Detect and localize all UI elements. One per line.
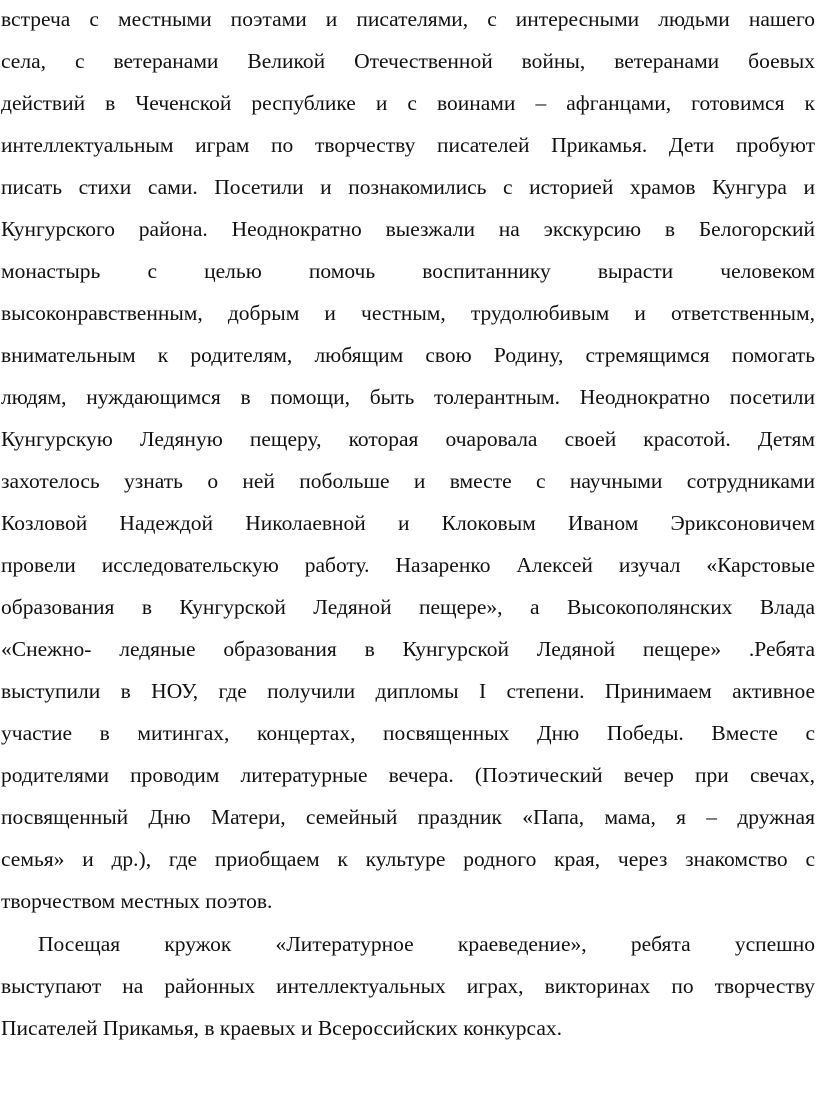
text-line: встреча с местными поэтами и писателями, с интересными людьми нашего bbox=[1, 7, 815, 31]
text-line: Козловой Надеждой Николаевной и Клоковым Иваном Эриксоновичем bbox=[1, 511, 815, 535]
text-line: участие в митингах, концертах, посвященных Дню Победы. Вместе с bbox=[1, 721, 815, 745]
text-line: внимательным к родителям, любящим свою Родину, стремящимся помогать bbox=[1, 343, 815, 367]
text-line: посвященный Дню Матери, семейный праздник «Папа, мама, я – дружная bbox=[1, 805, 815, 829]
text-line: «Снежно- ледяные образования в Кунгурской Ледяной пещере» .Ребята bbox=[1, 637, 815, 661]
text-line: захотелось узнать о ней побольше и вместе с научными сотрудниками bbox=[1, 469, 815, 493]
text-line: Кунгурского района. Неоднократно выезжали на экскурсию в Белогорский bbox=[1, 217, 815, 241]
text-line: выступили в НОУ, где получили дипломы I степени. Принимаем активное bbox=[1, 679, 815, 703]
text-line: высоконравственным, добрым и честным, трудолюбивым и ответственным, bbox=[1, 301, 815, 325]
text-line: творчеством местных поэтов. bbox=[1, 889, 273, 913]
text-line: монастырь с целью помочь воспитаннику вырасти человеком bbox=[1, 259, 815, 283]
text-line: провели исследовательскую работу. Назаренко Алексей изучал «Карстовые bbox=[1, 553, 815, 577]
text-line: действий в Чеченской республике и с воинами – афганцами, готовимся к bbox=[1, 91, 815, 115]
text-line: интеллектуальным играм по творчеству писателей Прикамья. Дети пробуют bbox=[1, 133, 815, 157]
text-line: Посещая кружок «Литературное краеведение», ребята успешно bbox=[38, 932, 815, 956]
text-line: выступают на районных интеллектуальных играх, викторинах по творчеству bbox=[1, 974, 815, 998]
text-line: семья» и др.), где приобщаем к культуре родного края, через знакомство с bbox=[1, 847, 815, 871]
text-line: Писателей Прикамья, в краевых и Всероссийских конкурсах. bbox=[1, 1016, 562, 1040]
text-line: писать стихи сами. Посетили и познакомились с историей храмов Кунгура и bbox=[1, 175, 815, 199]
text-line: образования в Кунгурской Ледяной пещере», а Высокополянских Влада bbox=[1, 595, 815, 619]
text-line: родителями проводим литературные вечера. (Поэтический вечер при свечах, bbox=[1, 763, 815, 787]
text-line: Кунгурскую Ледяную пещеру, которая очаровала своей красотой. Детям bbox=[1, 427, 815, 451]
text-line: села, с ветеранами Великой Отечественной войны, ветеранами боевых bbox=[1, 49, 815, 73]
text-line: людям, нуждающимся в помощи, быть толерантным. Неоднократно посетили bbox=[1, 385, 815, 409]
